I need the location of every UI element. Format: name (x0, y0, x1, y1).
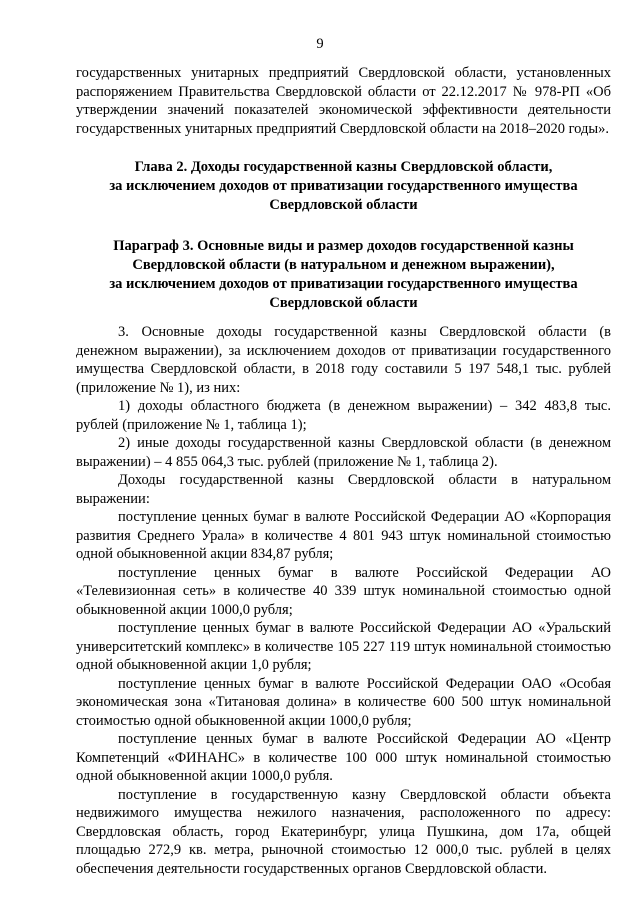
body-paragraph: поступление ценных бумаг в валюте Российской Федерации ОАО «Особая экономическая зона «Титановая долина» в количестве 600 500 штук номинальной стоимостью одной обыкновенной акции 1000,0 рубля; (76, 675, 611, 729)
body-paragraph: поступление ценных бумаг в валюте Российской Федерации АО «Уральский университетский комплекс» в количестве 105 227 119 штук номинальной стоимостью одной обыкновенной акции 1,0 рубля; (76, 620, 611, 673)
chapter-heading (76, 158, 611, 215)
paragraph-heading-line: Свердловской области (269, 295, 418, 311)
paragraph-heading (76, 237, 611, 313)
chapter-heading-line: Глава 2. Доходы государственной казны Свердловской области, (134, 159, 553, 175)
body-paragraph: 1) доходы областного бюджета (в денежном выражении) – 342 483,8 тыс. рублей (приложение № 1, таблица 1); (76, 398, 611, 433)
page-number: 9 (316, 36, 324, 52)
intro-block (76, 64, 611, 138)
paragraph-heading-line: за исключением доходов от приватизации государственного имущества (109, 276, 578, 292)
paragraph-heading-line: Параграф 3. Основные виды и размер доходов государственной казны (113, 238, 574, 254)
paragraph-heading-line: Свердловской области (в натуральном и денежном выражении), (132, 257, 555, 273)
body-paragraph: Доходы государственной казны Свердловской области в натуральном выражении: (76, 472, 611, 507)
body-paragraph: 3. Основные доходы государственной казны Свердловской области (в денежном выражении), за исключением доходов от приватизации государственного имущества Свердловской области, в 2018 году составили 5 197 548,1 тыс. рублей (приложение № 1), из них: (76, 324, 611, 396)
chapter-heading-line: за исключением доходов от приватизации государственного имущества (109, 178, 578, 194)
body-paragraph: поступление ценных бумаг в валюте Российской Федерации АО «Телевизионная сеть» в количестве 40 339 штук номинальной стоимостью одной обыкновенной акции 1000,0 рубля; (76, 564, 611, 618)
chapter-heading-line: Свердловской области (269, 197, 418, 213)
intro-paragraph: государственных унитарных предприятий Свердловской области, установленных распоряжением Правительства Свердловской области от 22.12.2017 № 978-РП «Об утверждении значений показателей экономической эффективности деятельности государственных унитарных предприятий Свердловской области на 2018–2020 годы». (76, 65, 611, 137)
body-paragraph: поступление в государственную казну Свердловской области объекта недвижимого имущества нежилого назначения, расположенного по адресу: Свердловская область, город Екатеринбург, улица Пушкина, дом 17а, общей площадью 272,9 кв. метра, рыночной стоимостью 12 000,0 тыс. рублей в целях обеспечения деятельности государственных органов Свердловской области. (76, 786, 611, 877)
body-text (76, 323, 611, 878)
body-paragraph: 2) иные доходы государственной казны Свердловской области (в денежном выражении) – 4 855 064,3 тыс. рублей (приложение № 1, таблица 2). (76, 435, 611, 470)
body-paragraph: поступление ценных бумаг в валюте Российской Федерации АО «Корпорация развития Среднего Урала» в количестве 4 801 943 штук номинальной стоимостью одной обыкновенной акции 834,87 рубля; (76, 509, 611, 562)
body-paragraph: поступление ценных бумаг в валюте Российской Федерации АО «Центр Компетенций «ФИНАНС» в количестве 100 000 штук номинальной стоимостью одной обыкновенной акции 1000,0 рубля. (76, 731, 611, 784)
